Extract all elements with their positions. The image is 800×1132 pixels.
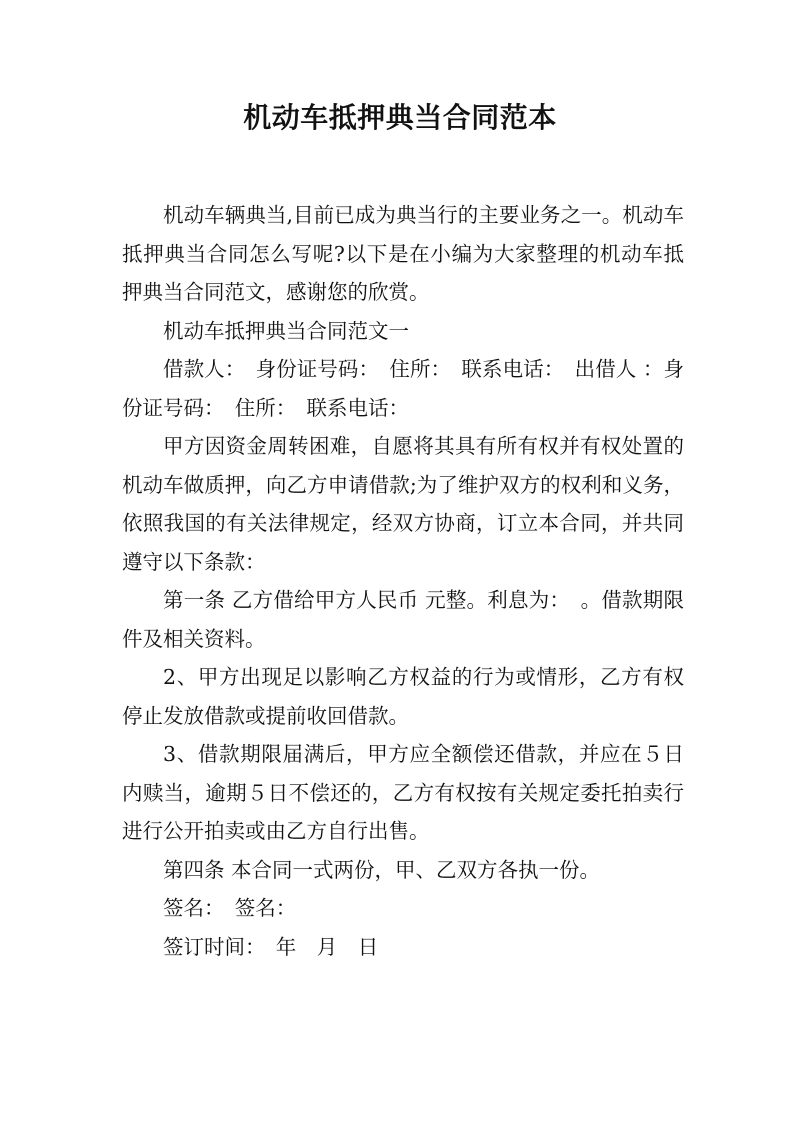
signature-line: 签名： 签名： (163, 896, 297, 920)
preamble-paragraph: 甲方因资金周转困难，自愿将其具有所有权并有权处置的机动车做质押，向乙方申请借款;为了维护双方的权利和义务，依照我国的有关法律规定，经双方协商，订立本合同，并共同遵守以下条款： (122, 434, 684, 574)
article-one-paragraph: 第一条 乙方借给甲方人民币 元整。利息为： 。借款期限件及相关资料。 (122, 588, 684, 651)
article-four-paragraph: 第四条 本合同一式两份，甲、乙双方各执一份。 (163, 857, 601, 882)
parties-paragraph: 借款人： 身份证号码： 住所： 联系电话： 出借人 ：身份证号码： 住所： 联系电话： (122, 357, 684, 420)
clause-three-paragraph: 3、借款期限届满后，甲方应全额偿还借款，并应在５日内赎当，逾期５日不偿还的，乙方有权按有关规定委托拍卖行进行公开拍卖或由乙方自行出售。 (122, 742, 684, 843)
section-heading: 机动车抵押典当合同范文一 (163, 318, 409, 343)
document-title: 机动车抵押典当合同范本 (243, 101, 557, 134)
document-body (122, 196, 684, 966)
signing-date-line: 签订时间： 年 月 日 (163, 934, 379, 959)
clause-two-paragraph: 2、甲方出现足以影响乙方权益的行为或情形，乙方有权停止发放借款或提前收回借款。 (122, 665, 684, 728)
intro-paragraph: 机动车辆典当,目前已成为典当行的主要业务之一。机动车抵押典当合同怎么写呢?以下是在小编为大家整理的机动车抵押典当合同范文，感谢您的欣赏。 (122, 203, 684, 304)
